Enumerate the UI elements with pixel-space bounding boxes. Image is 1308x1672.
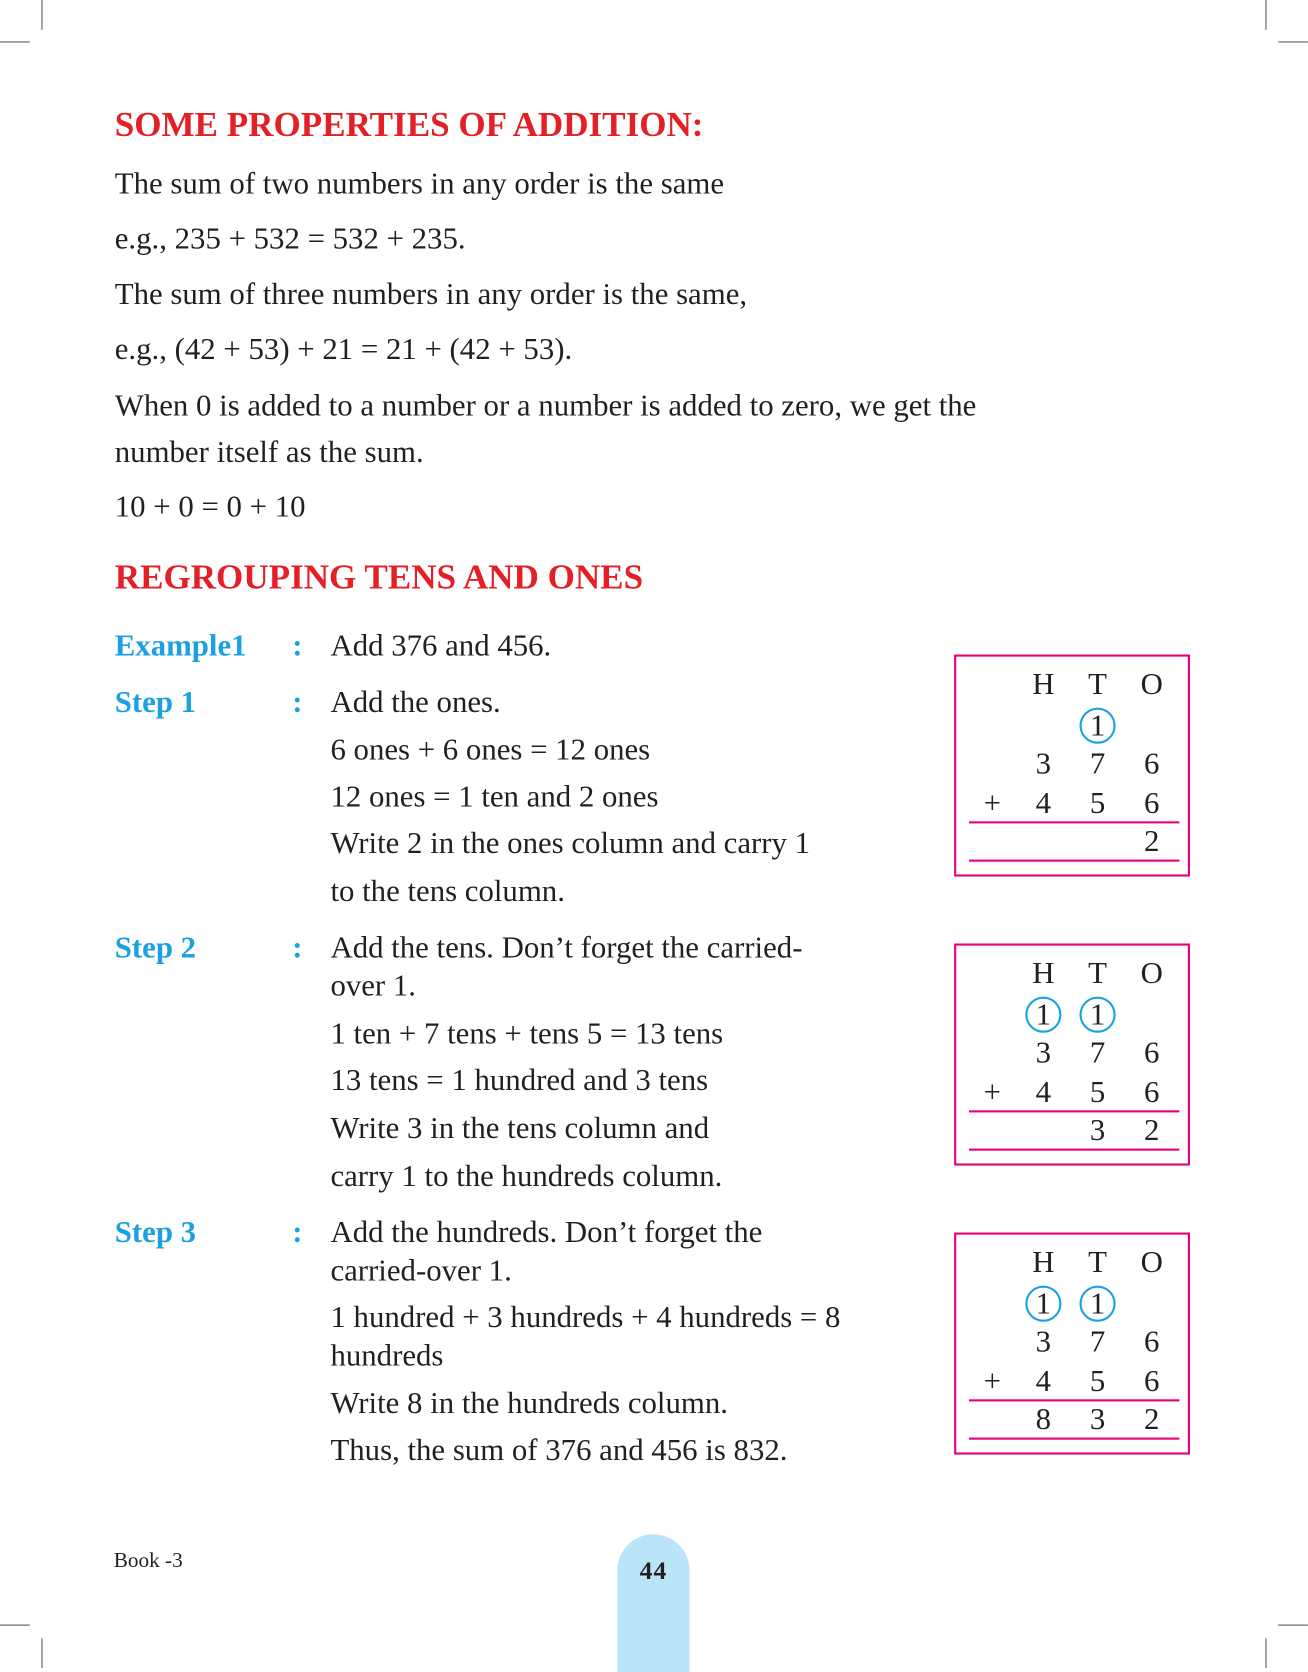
- plus-sign: +: [983, 1364, 1002, 1399]
- addend-digit: 5: [1089, 1364, 1106, 1399]
- column-header: O: [1140, 1245, 1163, 1280]
- hto-addition-box: [954, 655, 1190, 877]
- example-label: Example1: [114, 629, 247, 663]
- sum-rule-line: [969, 1438, 1179, 1440]
- sum-digit: 3: [1089, 1402, 1106, 1437]
- column-header: T: [1088, 667, 1107, 702]
- plus-sign: +: [983, 1075, 1002, 1110]
- crop-mark: [1278, 1625, 1308, 1626]
- column-header: H: [1032, 667, 1055, 702]
- sum-digit: 2: [1144, 1113, 1160, 1148]
- step-3-line: hundreds: [330, 1338, 444, 1373]
- step-2-line: 1 ten + 7 tens + tens 5 = 13 tens: [330, 1016, 724, 1051]
- step-3-line: Thus, the sum of 376 and 456 is 832.: [330, 1433, 788, 1468]
- step-1-line: 6 ones + 6 ones = 12 ones: [330, 733, 651, 768]
- carry-digit-circled: 1: [1080, 708, 1116, 744]
- sum-digit: 2: [1144, 824, 1160, 859]
- column-header: T: [1088, 1245, 1107, 1280]
- carry-digit-circled: 1: [1025, 1286, 1061, 1322]
- property-text: number itself as the sum.: [114, 435, 424, 470]
- addend-digit: 5: [1089, 786, 1106, 821]
- page-number-tab: [617, 1534, 689, 1672]
- sum-digit: 2: [1144, 1402, 1160, 1437]
- addend-digit: 3: [1035, 746, 1052, 781]
- example-text: Add 376 and 456.: [330, 629, 552, 663]
- carry-digit-circled: 1: [1025, 997, 1061, 1033]
- hto-addition-box: [954, 1233, 1190, 1455]
- addend-digit: 3: [1035, 1324, 1052, 1359]
- crop-mark: [0, 41, 30, 42]
- property-text: 10 + 0 = 0 + 10: [114, 489, 306, 524]
- step-2-line: 13 tens = 1 hundred and 3 tens: [330, 1063, 709, 1098]
- step-2-label: Step 2: [114, 930, 197, 965]
- crop-mark: [1265, 0, 1266, 30]
- section-heading-regrouping: REGROUPING TENS AND ONES: [114, 558, 644, 598]
- plus-sign: +: [983, 786, 1002, 821]
- step-1-line: 12 ones = 1 ten and 2 ones: [330, 779, 659, 814]
- step-1-line: to the tens column.: [330, 874, 565, 909]
- crop-mark: [41, 1638, 42, 1668]
- addend-digit: 4: [1035, 786, 1052, 821]
- step-3-line: Write 8 in the hundreds column.: [330, 1386, 728, 1421]
- book-label: Book -3: [113, 1549, 183, 1573]
- sum-rule-line: [969, 1399, 1179, 1401]
- sum-digit: 8: [1035, 1402, 1052, 1437]
- column-header: H: [1032, 956, 1055, 991]
- property-text: e.g., 235 + 532 = 532 + 235.: [114, 222, 466, 257]
- column-header: O: [1140, 667, 1163, 702]
- section-heading-properties: SOME PROPERTIES OF ADDITION:: [114, 106, 704, 145]
- crop-mark: [1278, 41, 1308, 42]
- sum-rule-line: [969, 1149, 1179, 1151]
- addend-digit: 6: [1144, 1364, 1160, 1399]
- addend-digit: 6: [1144, 1035, 1160, 1070]
- column-header: O: [1140, 956, 1163, 991]
- crop-mark: [1265, 1638, 1266, 1668]
- carry-digit-circled: 1: [1080, 997, 1116, 1033]
- column-header: T: [1088, 956, 1107, 991]
- property-text: When 0 is added to a number or a number is added to zero, we get the: [114, 388, 977, 423]
- step-2-line: over 1.: [330, 969, 417, 1003]
- colon: :: [292, 1215, 303, 1250]
- colon: :: [292, 930, 303, 965]
- sum-rule-line: [969, 1110, 1179, 1112]
- step-2-line: Write 3 in the tens column and: [330, 1111, 710, 1146]
- property-text: The sum of three numbers in any order is the same,: [114, 277, 748, 312]
- step-2-line: carry 1 to the hundreds column.: [330, 1159, 723, 1194]
- addend-digit: 5: [1089, 1075, 1106, 1110]
- sum-digit: 3: [1089, 1113, 1106, 1148]
- hto-addition-box: [954, 944, 1190, 1166]
- property-text: The sum of two numbers in any order is the same: [114, 166, 725, 201]
- addend-digit: 6: [1144, 746, 1160, 781]
- addend-digit: 7: [1089, 1324, 1106, 1359]
- addend-digit: 7: [1089, 746, 1106, 781]
- page-number: 44: [639, 1557, 668, 1586]
- step-3-line: 1 hundred + 3 hundreds + 4 hundreds = 8: [330, 1300, 841, 1335]
- addend-digit: 3: [1035, 1035, 1052, 1070]
- property-text: e.g., (42 + 53) + 21 = 21 + (42 + 53).: [114, 332, 573, 367]
- step-3-line: carried-over 1.: [330, 1253, 512, 1288]
- sum-rule-line: [969, 821, 1179, 823]
- addend-digit: 7: [1089, 1035, 1106, 1070]
- step-3-label: Step 3: [114, 1215, 197, 1250]
- step-2-line: Add the tens. Don’t forget the carried-: [330, 930, 803, 965]
- carry-digit-circled: 1: [1080, 1286, 1116, 1322]
- step-3-line: Add the hundreds. Don’t forget the: [330, 1215, 763, 1250]
- addend-digit: 6: [1144, 786, 1160, 821]
- addend-digit: 6: [1144, 1075, 1160, 1110]
- addend-digit: 4: [1035, 1364, 1052, 1399]
- column-header: H: [1032, 1245, 1055, 1280]
- addend-digit: 6: [1144, 1324, 1160, 1359]
- colon: :: [292, 629, 303, 663]
- step-1-line: Add the ones.: [330, 685, 501, 720]
- step-1-line: Write 2 in the ones column and carry 1: [330, 826, 811, 861]
- colon: :: [292, 685, 303, 720]
- addend-digit: 4: [1035, 1075, 1052, 1110]
- sum-rule-line: [969, 860, 1179, 862]
- crop-mark: [0, 1625, 30, 1626]
- crop-mark: [41, 0, 42, 30]
- step-1-label: Step 1: [114, 685, 197, 720]
